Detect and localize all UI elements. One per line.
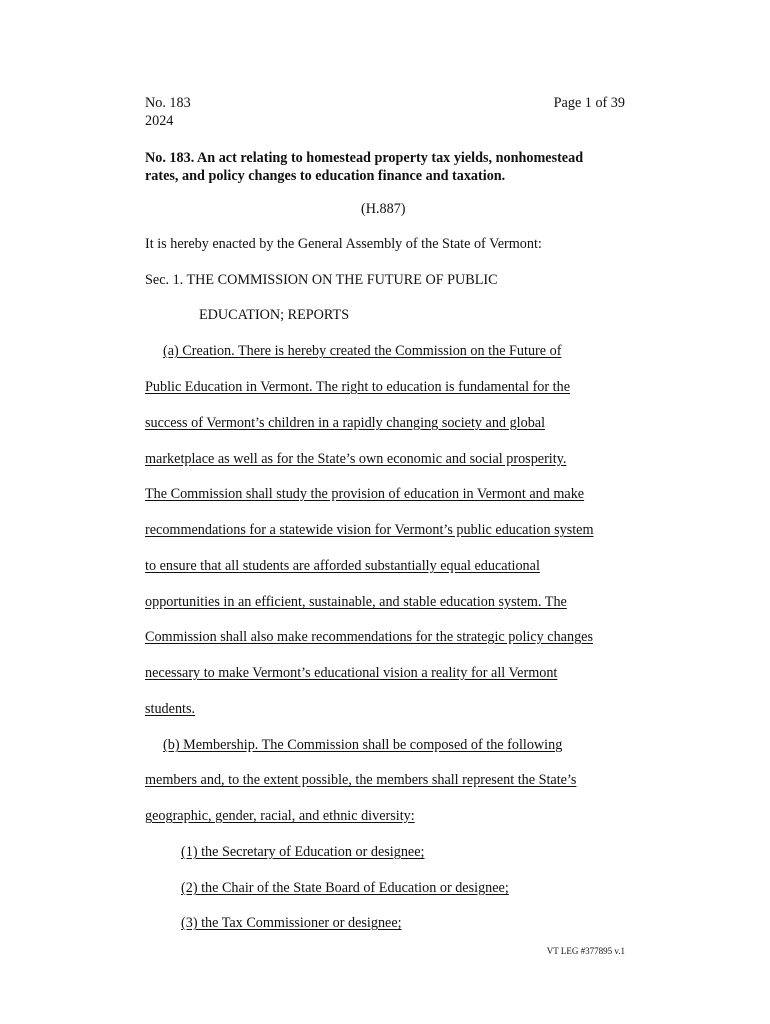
page-indicator: Page 1 of 39 xyxy=(553,95,625,111)
subsection-a-line: Commission shall also make recommendations for the strategic policy changes xyxy=(145,629,593,645)
subsection-a-line: students. xyxy=(145,701,196,717)
enacting-clause: It is hereby enacted by the General Assembly of the State of Vermont: xyxy=(145,236,542,252)
member-item: (3) the Tax Commissioner or designee; xyxy=(181,915,402,931)
member-item: (2) the Chair of the State Board of Education or designee; xyxy=(181,880,509,896)
bill-number: (H.887) xyxy=(361,201,406,217)
subsection-b-line: members and, to the extent possible, the members shall represent the State’s xyxy=(145,772,577,788)
document-id: VT LEG #377895 v.1 xyxy=(546,946,625,956)
subsection-a-line: to ensure that all students are afforded substantially equal educational xyxy=(145,558,540,574)
subsection-a-line: (a) Creation. There is hereby created the Commission on the Future of xyxy=(163,343,562,359)
act-year: 2024 xyxy=(145,113,174,129)
section-heading-line-2: EDUCATION; REPORTS xyxy=(199,307,350,323)
subsection-a-line: marketplace as well as for the State’s own economic and social prosperity. xyxy=(145,451,567,467)
member-item: (1) the Secretary of Education or designee; xyxy=(181,844,425,860)
subsection-a-line: opportunities in an efficient, sustainable, and stable education system. The xyxy=(145,594,567,610)
subsection-b-line: (b) Membership. The Commission shall be composed of the following xyxy=(163,737,563,753)
subsection-a-line: recommendations for a statewide vision for Vermont’s public education system xyxy=(145,522,594,538)
subsection-a-line: Public Education in Vermont. The right to education is fundamental for the xyxy=(145,379,571,395)
act-title-line-2: rates, and policy changes to education finance and taxation. xyxy=(145,168,506,184)
subsection-a-line: necessary to make Vermont’s educational vision a reality for all Vermont xyxy=(145,665,558,681)
section-heading-line-1: Sec. 1. THE COMMISSION ON THE FUTURE OF PUBLIC xyxy=(145,272,498,288)
act-title-line-1: No. 183. An act relating to homestead property tax yields, nonhomestead xyxy=(145,150,584,166)
act-number: No. 183 xyxy=(145,95,191,111)
subsection-a-line: The Commission shall study the provision of education in Vermont and make xyxy=(145,486,585,502)
subsection-a-line: success of Vermont’s children in a rapidly changing society and global xyxy=(145,415,546,431)
subsection-b-line: geographic, gender, racial, and ethnic diversity: xyxy=(145,808,415,824)
